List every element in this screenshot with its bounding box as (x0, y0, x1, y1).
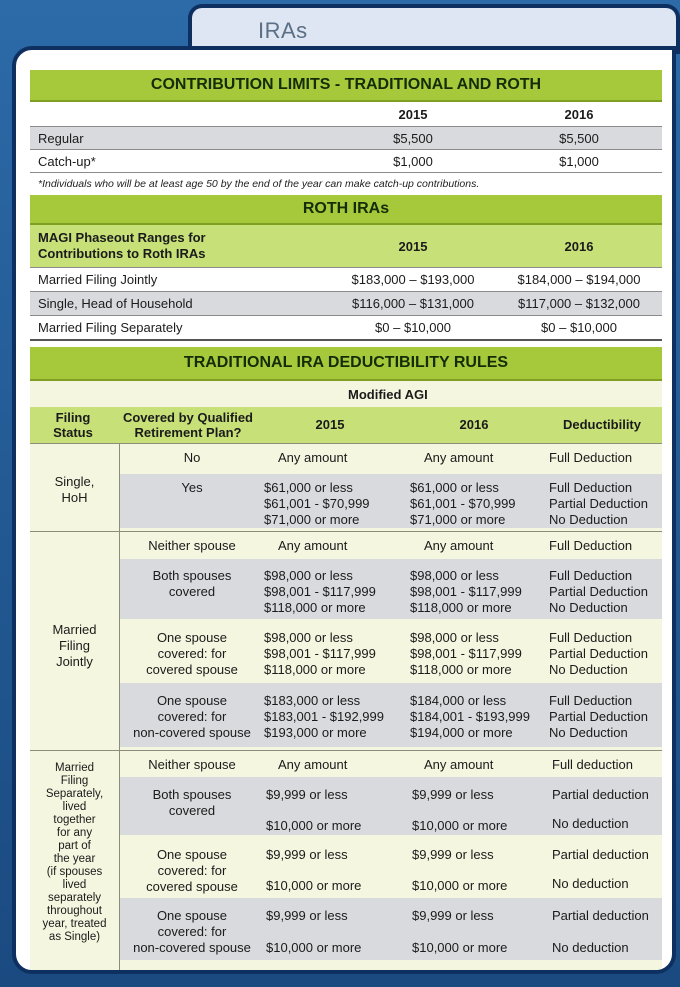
status-line: year, treated (42, 918, 107, 930)
table-row (30, 150, 662, 173)
trad-title: TRADITIONAL IRA DEDUCTIBILITY RULES (30, 347, 662, 381)
amount-2015 (264, 630, 376, 678)
covered-line: covered: for (157, 924, 227, 939)
deductibility: Partial deduction (552, 908, 649, 923)
covered-line: covered (168, 803, 216, 818)
col-covered-line: Retirement Plan? (134, 425, 242, 440)
trad-header (30, 407, 662, 444)
covered-line: covered spouse (146, 879, 238, 894)
amount-line: $118,000 or more (410, 662, 512, 677)
deduct-line: No Deduction (549, 725, 628, 740)
amount-line: $98,001 - $117,999 (410, 646, 522, 661)
amount-2016: $10,000 or more (412, 818, 508, 833)
content-panel (12, 46, 676, 974)
row-value-2015: $1,000 (393, 153, 433, 169)
row-value-2015: $116,000 – $131,000 (352, 296, 474, 311)
trad-body (30, 444, 662, 974)
amount-line: $98,001 - $117,999 (264, 584, 376, 599)
filing-status-mfj (30, 622, 119, 670)
roth-title: ROTH IRAs (30, 195, 662, 225)
deduct-line: No Deduction (549, 512, 628, 527)
deduct-line: No Deduction (549, 600, 628, 615)
amount-2016: Any amount (424, 757, 494, 772)
modified-agi-row (30, 381, 662, 407)
deductibility: Partial deduction (552, 847, 649, 862)
status-line: as Single) (48, 931, 101, 943)
amount-line: $183,000 or less (264, 693, 361, 708)
covered-line: One spouse (156, 693, 228, 708)
covered-line: covered: for (157, 646, 227, 661)
col-2016: 2016 (459, 417, 489, 432)
amount-line: $118,000 or more (410, 600, 512, 615)
col-filing-line: Status (53, 425, 93, 440)
covered-neither: Neither spouse (148, 757, 236, 772)
amount-2016: $9,999 or less (412, 847, 494, 862)
covered-line: covered spouse (146, 662, 238, 677)
deductibility: Full deduction (552, 757, 633, 772)
covered-no: No (183, 450, 201, 465)
amount-2015: $10,000 or more (266, 818, 362, 833)
amount-line: $98,000 or less (410, 568, 499, 583)
deduct-line: Partial Deduction (549, 584, 648, 599)
amount-line: $98,000 or less (410, 630, 499, 645)
status-line: lived (62, 879, 87, 891)
roth-year-2015: 2015 (398, 238, 428, 254)
deductibility: No deduction (552, 876, 629, 891)
row-value-2015: $0 – $10,000 (375, 320, 451, 335)
covered-both (120, 568, 264, 600)
divider (30, 531, 662, 532)
roth-header-label-line: Contributions to Roth IRAs (38, 246, 206, 261)
amount-2015: $9,999 or less (266, 787, 348, 802)
deductibility (549, 693, 648, 741)
roth-header-label (30, 230, 330, 262)
row-value-2016: $117,000 – $132,000 (518, 296, 640, 311)
status-line: (if spouses (46, 866, 103, 878)
deductibility (549, 630, 648, 678)
covered-yes: Yes (181, 480, 203, 495)
deduct-line: Full Deduction (549, 693, 633, 708)
filing-status-single (30, 474, 119, 506)
col-deductibility: Deductibility (562, 417, 641, 432)
status-line: part of (58, 840, 91, 852)
amount-line: $71,000 or more (410, 512, 506, 527)
page-title: IRAs (258, 18, 308, 43)
amount-line: $98,000 or less (264, 568, 353, 583)
amount-line: $61,001 - $70,999 (264, 496, 370, 511)
amount-line: $194,000 or more (410, 725, 513, 740)
roth-header-label-line: MAGI Phaseout Ranges for (38, 230, 206, 245)
amount-line: $184,000 or less (410, 693, 507, 708)
contrib-year-2015: 2015 (398, 106, 428, 122)
col-filing-status (30, 410, 116, 440)
row-label: Married Filing Jointly (38, 272, 158, 287)
deductibility: Partial deduction (552, 787, 649, 802)
amount-line: $193,000 or more (264, 725, 367, 740)
covered-line: Both spouses (152, 568, 232, 583)
deduct-line: Full Deduction (549, 480, 633, 495)
amount-2015: $9,999 or less (266, 847, 348, 862)
amount-2016: $9,999 or less (412, 787, 494, 802)
amount-2015: Any amount (278, 538, 348, 553)
status-line: the year (53, 853, 96, 865)
covered-one-noncovered (120, 693, 264, 741)
amount-2016: $10,000 or more (412, 878, 508, 893)
covered-line: One spouse (156, 908, 228, 923)
contrib-year-header (30, 102, 662, 127)
status-line: Jointly (56, 654, 93, 669)
col-covered-line: Covered by Qualified (122, 410, 254, 425)
amount-2016: Any amount (424, 450, 494, 465)
covered-both (120, 787, 264, 819)
amount-2016 (410, 480, 516, 528)
covered-line: One spouse (156, 847, 228, 862)
deduct-line: Partial Deduction (549, 646, 648, 661)
amount-2015: $10,000 or more (266, 940, 362, 955)
covered-neither: Neither spouse (148, 538, 236, 553)
amount-2016: $9,999 or less (412, 908, 494, 923)
col-filing-line: Filing (55, 410, 91, 425)
amount-2015 (264, 693, 384, 741)
status-line: Filing (58, 638, 91, 653)
amount-line: $98,000 or less (264, 630, 353, 645)
deductibility (549, 568, 648, 616)
row-label: Catch-up* (38, 153, 96, 169)
divider (30, 750, 662, 751)
covered-line: covered (168, 584, 216, 599)
covered-line: non-covered spouse (133, 725, 251, 740)
table-row (30, 268, 662, 292)
amount-line: $118,000 or more (264, 662, 366, 677)
amount-2015: Any amount (278, 450, 348, 465)
roth-year-2016: 2016 (564, 238, 594, 254)
deductibility: No deduction (552, 940, 629, 955)
col-covered (116, 410, 260, 440)
contrib-footnote: *Individuals who will be at least age 50 by the end of the year can make catch-up contributions. (30, 173, 662, 195)
status-line: for any (56, 827, 93, 839)
covered-line: covered: for (157, 709, 227, 724)
covered-one-covered (120, 630, 264, 678)
status-line: lived (62, 801, 87, 813)
deduct-line: Full Deduction (549, 630, 633, 645)
amount-2015 (264, 568, 376, 616)
status-line: throughout (47, 905, 102, 917)
table-row (30, 127, 662, 150)
status-line: Separately, (45, 788, 104, 800)
deduct-line: Full Deduction (549, 568, 633, 583)
amount-line: $98,001 - $117,999 (410, 584, 522, 599)
deduct-line: No Deduction (549, 662, 628, 677)
status-line: separately (47, 892, 102, 904)
tables (30, 70, 662, 974)
contrib-title: CONTRIBUTION LIMITS - TRADITIONAL AND ROTH (30, 70, 662, 102)
status-line: together (53, 814, 96, 826)
amount-line: $61,000 or less (264, 480, 353, 495)
row-value-2016: $184,000 – $194,000 (517, 272, 641, 287)
row-label: Married Filing Separately (38, 320, 183, 335)
amount-line: $98,001 - $117,999 (264, 646, 376, 661)
amount-line: $61,000 or less (410, 480, 499, 495)
amount-2015: $10,000 or more (266, 878, 362, 893)
covered-one-covered (120, 847, 264, 895)
row-label: Single, Head of Household (38, 296, 193, 311)
status-line: Married (55, 762, 94, 774)
amount-2016 (410, 568, 522, 616)
row-label: Regular (38, 130, 84, 146)
roth-header (30, 225, 662, 268)
covered-line: non-covered spouse (133, 940, 251, 955)
amount-line: $71,000 or more (264, 512, 360, 527)
amount-2016 (410, 693, 530, 741)
col-2015: 2015 (315, 417, 345, 432)
status-line: Filing (60, 775, 89, 787)
row-value-2015: $5,500 (393, 130, 433, 146)
modified-agi-label: Modified AGI (348, 387, 428, 402)
amount-line: $184,001 - $193,999 (410, 709, 530, 724)
covered-line: covered: for (157, 863, 227, 878)
amount-line: $118,000 or more (264, 600, 366, 615)
deduct-line: Partial Deduction (549, 496, 648, 511)
row-value-2016: $5,500 (559, 130, 599, 146)
amount-line: $61,001 - $70,999 (410, 496, 516, 511)
amount-line: $183,001 - $192,999 (264, 709, 384, 724)
deductibility: No deduction (552, 816, 629, 831)
amount-2016: Any amount (424, 538, 494, 553)
deductibility: Full Deduction (549, 538, 633, 553)
amount-2015: $9,999 or less (266, 908, 348, 923)
row-value-2016: $0 – $10,000 (541, 320, 617, 335)
status-line: HoH (61, 490, 88, 505)
amount-2016: $10,000 or more (412, 940, 508, 955)
deductibility: Full Deduction (549, 450, 633, 465)
amount-2015 (264, 480, 370, 528)
table-row (30, 316, 662, 341)
status-line: Single, (54, 474, 95, 489)
amount-2016 (410, 630, 522, 678)
table-row (30, 292, 662, 316)
contrib-year-2016: 2016 (564, 106, 594, 122)
amount-2015: Any amount (278, 757, 348, 772)
covered-line: One spouse (156, 630, 228, 645)
deduct-line: Partial Deduction (549, 709, 648, 724)
covered-one-noncovered (120, 908, 264, 956)
status-line: Married (52, 622, 97, 637)
row-value-2015: $183,000 – $193,000 (351, 272, 475, 287)
row-value-2016: $1,000 (559, 153, 599, 169)
covered-line: Both spouses (152, 787, 232, 802)
filing-status-mfs (30, 762, 119, 944)
deductibility (549, 480, 648, 528)
